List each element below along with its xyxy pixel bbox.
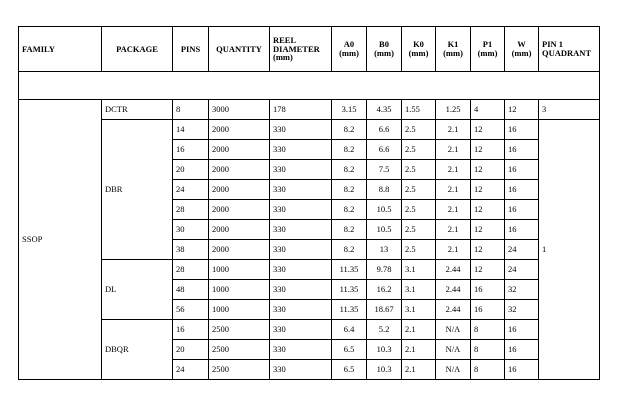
blank-row xyxy=(19,72,600,100)
cell-b0: 16.2 xyxy=(367,280,402,300)
cell-b0: 6.6 xyxy=(367,120,402,140)
cell-p1: 8 xyxy=(471,340,505,360)
pin1-cell: 3 xyxy=(539,100,600,120)
cell-k0: 2.5 xyxy=(402,180,436,200)
cell-k0: 3.1 xyxy=(402,260,436,280)
cell-p1: 12 xyxy=(471,180,505,200)
table-row xyxy=(19,320,600,340)
cell-reel: 330 xyxy=(270,320,332,340)
cell-b0: 18.67 xyxy=(367,300,402,320)
cell-pins: 28 xyxy=(173,200,209,220)
table-row xyxy=(19,120,600,140)
cell-pins: 28 xyxy=(173,260,209,280)
cell-w: 32 xyxy=(505,280,539,300)
cell-k0: 2.5 xyxy=(402,240,436,260)
cell-p1: 16 xyxy=(471,280,505,300)
cell-k1: 1.25 xyxy=(436,100,471,120)
cell-p1: 12 xyxy=(471,240,505,260)
cell-quantity: 2000 xyxy=(209,140,270,160)
cell-k1: 2.44 xyxy=(436,300,471,320)
cell-pins: 56 xyxy=(173,300,209,320)
cell-reel: 330 xyxy=(270,340,332,360)
cell-quantity: 2000 xyxy=(209,240,270,260)
cell-reel: 330 xyxy=(270,240,332,260)
cell-a0: 11.35 xyxy=(332,300,367,320)
cell-quantity: 1000 xyxy=(209,260,270,280)
blank-cell xyxy=(19,72,600,100)
cell-b0: 7.5 xyxy=(367,160,402,180)
cell-p1: 8 xyxy=(471,320,505,340)
cell-a0: 8.2 xyxy=(332,160,367,180)
package-cell-dctr: DCTR xyxy=(102,100,173,120)
cell-k1: 2.1 xyxy=(436,180,471,200)
cell-quantity: 2000 xyxy=(209,200,270,220)
header-package: PACKAGE xyxy=(102,27,173,72)
pin1-cell: 1 xyxy=(539,120,600,380)
cell-reel: 330 xyxy=(270,360,332,380)
header-reel-diameter: REEL DIAMETER (mm) xyxy=(270,27,332,72)
cell-k1: 2.44 xyxy=(436,260,471,280)
cell-w: 16 xyxy=(505,180,539,200)
cell-reel: 330 xyxy=(270,280,332,300)
cell-a0: 8.2 xyxy=(332,200,367,220)
header-k1: K1 (mm) xyxy=(436,27,471,72)
cell-quantity: 2000 xyxy=(209,180,270,200)
cell-w: 16 xyxy=(505,360,539,380)
cell-w: 16 xyxy=(505,140,539,160)
cell-p1: 12 xyxy=(471,160,505,180)
cell-w: 24 xyxy=(505,260,539,280)
cell-w: 24 xyxy=(505,240,539,260)
cell-k1: 2.44 xyxy=(436,280,471,300)
header-row xyxy=(19,27,600,72)
cell-k1: N/A xyxy=(436,360,471,380)
cell-b0: 13 xyxy=(367,240,402,260)
header-quantity: QUANTITY xyxy=(209,27,270,72)
cell-w: 16 xyxy=(505,200,539,220)
cell-reel: 330 xyxy=(270,300,332,320)
cell-quantity: 3000 xyxy=(209,100,270,120)
cell-reel: 330 xyxy=(270,180,332,200)
cell-w: 16 xyxy=(505,160,539,180)
cell-b0: 6.6 xyxy=(367,140,402,160)
cell-quantity: 1000 xyxy=(209,280,270,300)
cell-a0: 8.2 xyxy=(332,180,367,200)
cell-a0: 6.4 xyxy=(332,320,367,340)
cell-p1: 12 xyxy=(471,220,505,240)
cell-k0: 2.5 xyxy=(402,160,436,180)
cell-w: 16 xyxy=(505,120,539,140)
cell-p1: 12 xyxy=(471,260,505,280)
cell-k0: 2.1 xyxy=(402,320,436,340)
cell-pins: 16 xyxy=(173,320,209,340)
package-cell-dl: DL xyxy=(102,260,173,320)
cell-reel: 330 xyxy=(270,120,332,140)
cell-pins: 20 xyxy=(173,160,209,180)
cell-k0: 1.55 xyxy=(402,100,436,120)
cell-w: 16 xyxy=(505,320,539,340)
header-w: W (mm) xyxy=(505,27,539,72)
cell-quantity: 2000 xyxy=(209,120,270,140)
header-k0: K0 (mm) xyxy=(402,27,436,72)
cell-a0: 6.5 xyxy=(332,360,367,380)
cell-w: 16 xyxy=(505,340,539,360)
cell-quantity: 2000 xyxy=(209,220,270,240)
cell-p1: 12 xyxy=(471,120,505,140)
cell-a0: 11.35 xyxy=(332,260,367,280)
cell-quantity: 2500 xyxy=(209,320,270,340)
cell-reel: 330 xyxy=(270,200,332,220)
cell-pins: 48 xyxy=(173,280,209,300)
cell-pins: 14 xyxy=(173,120,209,140)
header-family: FAMILY xyxy=(19,27,102,72)
cell-b0: 10.3 xyxy=(367,360,402,380)
cell-p1: 16 xyxy=(471,300,505,320)
table-row xyxy=(19,260,600,280)
cell-k0: 3.1 xyxy=(402,280,436,300)
header-pin1-quadrant: PIN 1 QUADRANT xyxy=(539,27,600,72)
cell-b0: 10.5 xyxy=(367,220,402,240)
cell-b0: 9.78 xyxy=(367,260,402,280)
cell-p1: 12 xyxy=(471,140,505,160)
cell-k1: 2.1 xyxy=(436,220,471,240)
cell-p1: 4 xyxy=(471,100,505,120)
cell-a0: 8.2 xyxy=(332,240,367,260)
cell-quantity: 2000 xyxy=(209,160,270,180)
cell-k1: 2.1 xyxy=(436,140,471,160)
cell-k1: N/A xyxy=(436,340,471,360)
table-row xyxy=(19,100,600,120)
cell-a0: 6.5 xyxy=(332,340,367,360)
cell-pins: 16 xyxy=(173,140,209,160)
cell-pins: 8 xyxy=(173,100,209,120)
cell-reel: 330 xyxy=(270,260,332,280)
cell-b0: 8.8 xyxy=(367,180,402,200)
cell-k0: 2.5 xyxy=(402,140,436,160)
header-b0: B0 (mm) xyxy=(367,27,402,72)
header-pins: PINS xyxy=(173,27,209,72)
cell-pins: 24 xyxy=(173,360,209,380)
cell-pins: 30 xyxy=(173,220,209,240)
cell-reel: 330 xyxy=(270,220,332,240)
cell-b0: 10.3 xyxy=(367,340,402,360)
cell-a0: 8.2 xyxy=(332,120,367,140)
cell-a0: 3.15 xyxy=(332,100,367,120)
cell-k1: N/A xyxy=(436,320,471,340)
cell-w: 32 xyxy=(505,300,539,320)
header-p1: P1 (mm) xyxy=(471,27,505,72)
cell-k0: 2.5 xyxy=(402,120,436,140)
cell-k0: 2.5 xyxy=(402,220,436,240)
cell-k1: 2.1 xyxy=(436,200,471,220)
cell-w: 12 xyxy=(505,100,539,120)
cell-a0: 11.35 xyxy=(332,280,367,300)
cell-k1: 2.1 xyxy=(436,160,471,180)
cell-b0: 4.35 xyxy=(367,100,402,120)
package-cell-dbqr: DBQR xyxy=(102,320,173,380)
cell-p1: 12 xyxy=(471,200,505,220)
cell-b0: 10.5 xyxy=(367,200,402,220)
cell-quantity: 2500 xyxy=(209,340,270,360)
cell-pins: 20 xyxy=(173,340,209,360)
cell-k1: 2.1 xyxy=(436,240,471,260)
cell-k0: 2.1 xyxy=(402,340,436,360)
cell-pins: 38 xyxy=(173,240,209,260)
cell-reel: 330 xyxy=(270,160,332,180)
cell-b0: 5.2 xyxy=(367,320,402,340)
cell-p1: 8 xyxy=(471,360,505,380)
reel-spec-table xyxy=(18,26,600,380)
cell-reel: 330 xyxy=(270,140,332,160)
cell-k0: 2.5 xyxy=(402,200,436,220)
cell-w: 16 xyxy=(505,220,539,240)
cell-quantity: 1000 xyxy=(209,300,270,320)
package-cell-dbr: DBR xyxy=(102,120,173,260)
cell-a0: 8.2 xyxy=(332,140,367,160)
cell-reel: 178 xyxy=(270,100,332,120)
cell-quantity: 2500 xyxy=(209,360,270,380)
cell-k0: 3.1 xyxy=(402,300,436,320)
cell-k0: 2.1 xyxy=(402,360,436,380)
family-cell: SSOP xyxy=(19,100,102,380)
cell-pins: 24 xyxy=(173,180,209,200)
cell-a0: 8.2 xyxy=(332,220,367,240)
cell-k1: 2.1 xyxy=(436,120,471,140)
header-a0: A0 (mm) xyxy=(332,27,367,72)
